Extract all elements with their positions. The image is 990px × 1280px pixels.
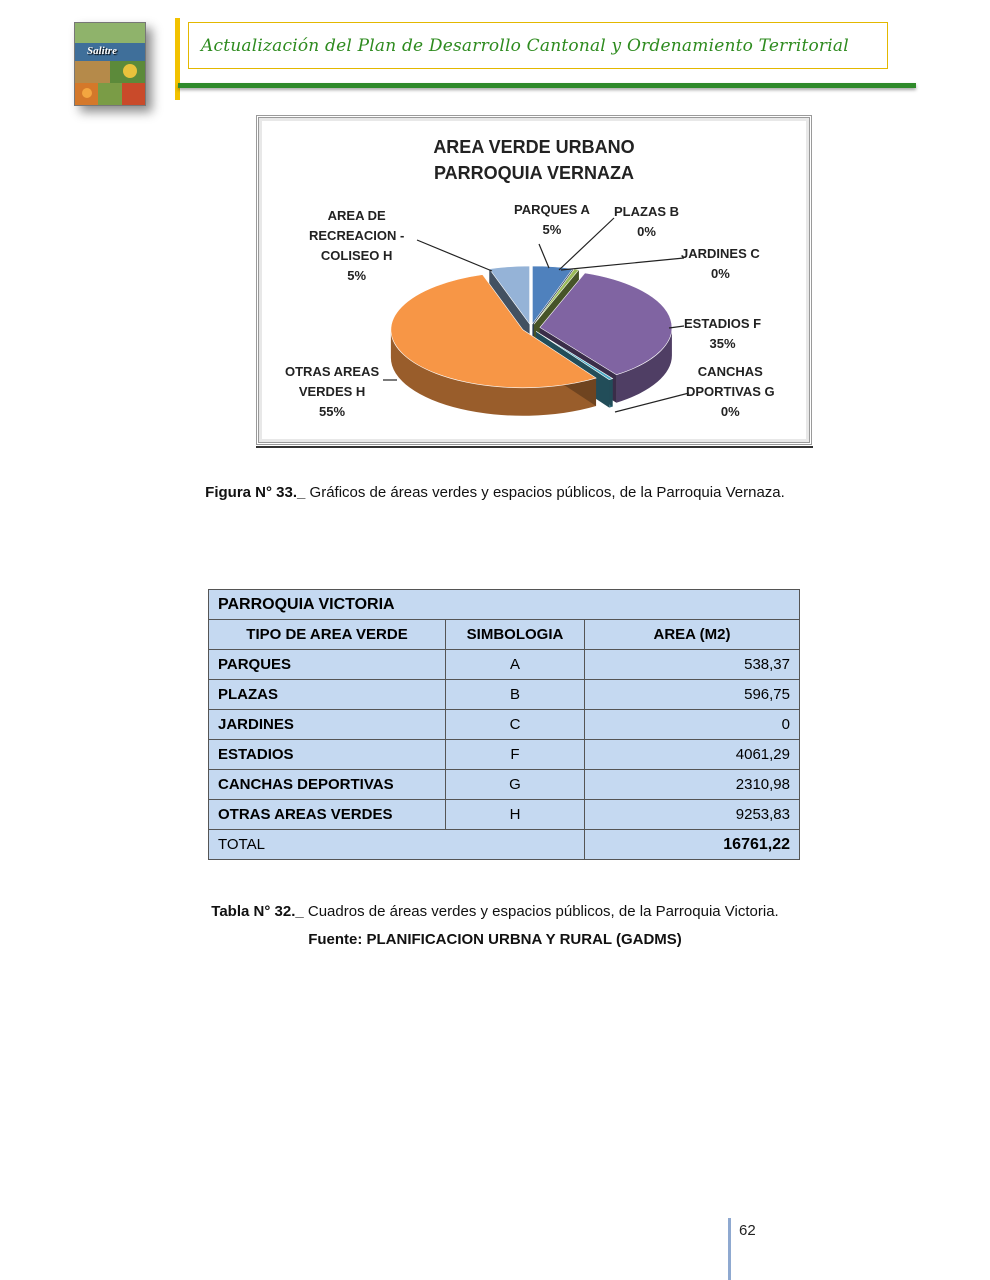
cell-area: 0	[585, 710, 800, 740]
cell-simbologia: B	[446, 680, 585, 710]
slice-label-canchas	[686, 362, 775, 422]
cell-simbologia: H	[446, 800, 585, 830]
table-caption-label: Tabla N° 32._	[211, 903, 304, 920]
table-caption	[0, 903, 990, 920]
page-number-rule	[728, 1218, 731, 1280]
cell-tipo: PLAZAS	[209, 680, 446, 710]
slice-label-canchas-pct: 0%	[720, 404, 740, 419]
cell-tipo: PARQUES	[209, 650, 446, 680]
cell-tipo: OTRAS AREAS VERDES	[209, 800, 446, 830]
leader-line-6	[417, 240, 492, 271]
header-area: AREA (M2)	[585, 620, 800, 650]
total-label: TOTAL	[209, 830, 585, 860]
document-title: Actualización del Plan de Desarrollo Cantonal y Ordenamiento Territorial	[201, 35, 849, 56]
chart-underline	[256, 446, 813, 448]
header-divider	[178, 83, 916, 88]
table-row	[209, 770, 800, 800]
cell-tipo: CANCHAS DEPORTIVAS	[209, 770, 446, 800]
header-tipo: TIPO DE AREA VERDE	[209, 620, 446, 650]
slice-label-otras-pct: 55%	[319, 404, 346, 419]
slice-label-canchas-line-2: DPORTIVAS G	[686, 384, 775, 399]
table-row	[209, 800, 800, 830]
cell-simbologia: A	[446, 650, 585, 680]
page-number: 62	[739, 1222, 756, 1239]
slice-label-coliseo-line-3: COLISEO H	[320, 248, 393, 263]
slice-label-parques-name: PARQUES A	[514, 202, 590, 217]
slice-label-estadios	[684, 314, 761, 354]
header-simbologia: SIMBOLOGIA	[446, 620, 585, 650]
slice-label-parques-pct: 5%	[542, 222, 562, 237]
table-title: PARROQUIA VICTORIA	[209, 590, 800, 620]
slice-label-otras-line-1: OTRAS AREAS	[285, 364, 380, 379]
chart-title-line-2: PARROQUIA VERNAZA	[433, 163, 634, 183]
slice-label-jardines	[681, 244, 760, 284]
slice-label-parques	[514, 200, 590, 240]
cell-simbologia: F	[446, 740, 585, 770]
figure-caption-label: Figura N° 33._	[205, 484, 306, 501]
table-row	[209, 680, 800, 710]
cell-simbologia: G	[446, 770, 585, 800]
header-title-box	[188, 22, 888, 69]
chart-title	[259, 134, 809, 186]
leader-line-2	[561, 258, 684, 270]
figure-caption-text: Gráficos de áreas verdes y espacios públicos, de la Parroquia Vernaza.	[305, 484, 785, 501]
cell-simbologia: C	[446, 710, 585, 740]
salitre-logo	[74, 22, 146, 106]
table-row	[209, 740, 800, 770]
slice-label-estadios-pct: 35%	[709, 336, 736, 351]
table-row	[209, 650, 800, 680]
total-value: 16761,22	[585, 830, 800, 860]
slice-label-coliseo-pct: 5%	[347, 268, 367, 283]
cell-tipo: JARDINES	[209, 710, 446, 740]
slice-label-coliseo	[309, 206, 404, 286]
slice-label-otras-areas	[285, 362, 379, 422]
slice-label-estadios-name: ESTADIOS F	[684, 316, 762, 331]
slice-label-coliseo-line-2: RECREACION -	[309, 228, 405, 243]
figure-caption	[0, 484, 990, 501]
cell-tipo: ESTADIOS	[209, 740, 446, 770]
chart-title-line-1: AREA VERDE URBANO	[433, 137, 635, 157]
slice-label-plazas-pct: 0%	[637, 224, 656, 239]
table-row	[209, 710, 800, 740]
slice-label-jardines-pct: 0%	[710, 266, 730, 281]
table-caption-text: Cuadros de áreas verdes y espacios públicos, de la Parroquia Victoria.	[303, 903, 779, 920]
slice-label-jardines-name: JARDINES C	[681, 246, 760, 261]
slice-label-plazas-name: PLAZAS B	[614, 204, 679, 219]
table-total-row	[209, 830, 800, 860]
cell-area: 2310,98	[585, 770, 800, 800]
cell-area: 538,37	[585, 650, 800, 680]
slice-label-otras-line-2: VERDES H	[298, 384, 366, 399]
cell-area: 9253,83	[585, 800, 800, 830]
logo-text: Salitre	[87, 45, 117, 57]
area-verde-table	[208, 589, 800, 860]
slice-label-plazas	[614, 202, 679, 242]
pie-chart-frame	[256, 115, 812, 445]
slice-label-canchas-line-1: CANCHAS	[697, 364, 763, 379]
slice-label-coliseo-line-1: AREA DE	[327, 208, 386, 223]
leader-line-0	[539, 244, 549, 268]
cell-area: 596,75	[585, 680, 800, 710]
table-source: Fuente: PLANIFICACION URBNA Y RURAL (GADMS)	[308, 931, 682, 948]
cell-area: 4061,29	[585, 740, 800, 770]
